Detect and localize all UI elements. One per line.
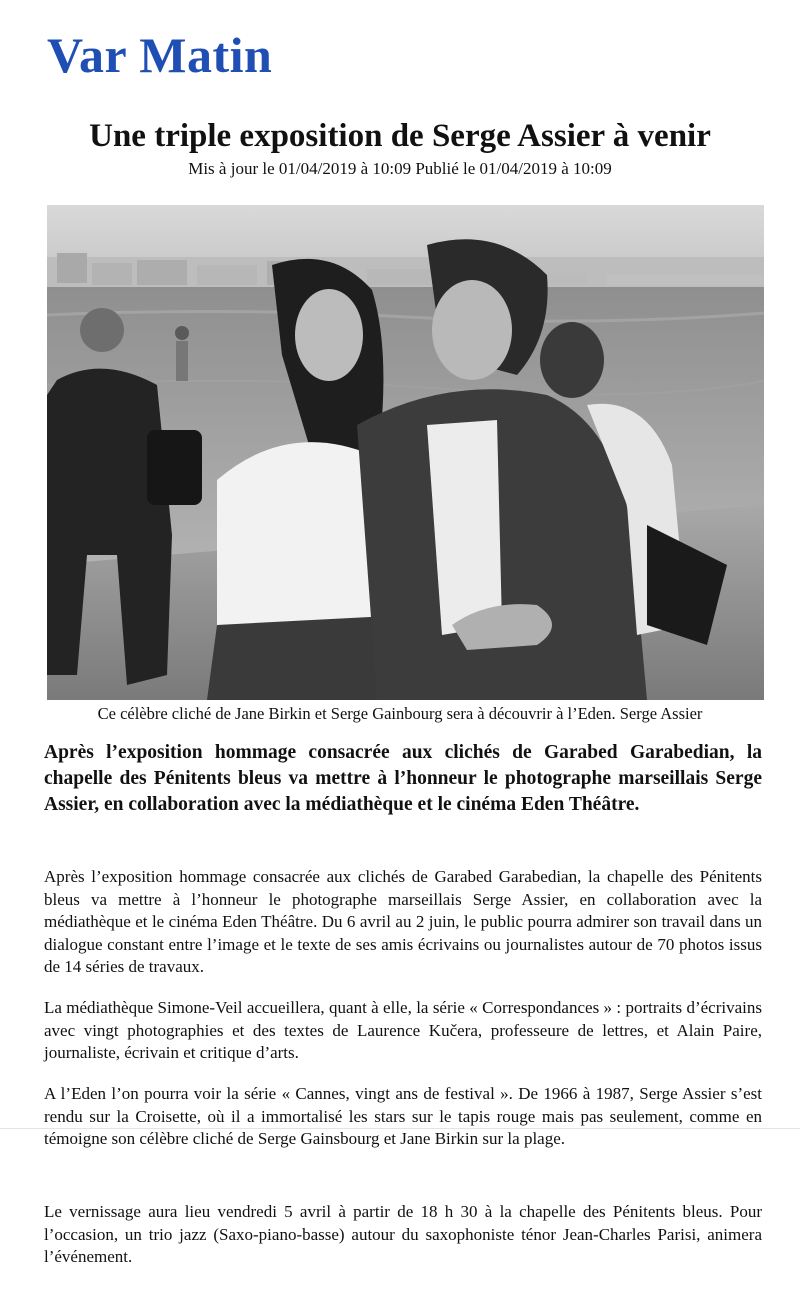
article-title: Une triple exposition de Serge Assier à venir [89,118,711,154]
scan-divider [0,1128,800,1129]
publication-dates: Mis à jour le 01/04/2019 à 10:09 Publié le 01/04/2019 à 10:09 [188,159,612,178]
article-paragraph: Après l’exposition hommage consacrée aux clichés de Garabed Garabedian, la chapelle des Pénitents bleus va mettre à l’honneur le photographe marseillais Serge Assier, en collaboration avec la médiathèque et le cinéma Eden Théâtre. Du 6 avril au 2 juin, le public pourra admirer son travail dans un dialogue constant entre l’image et le texte de ses amis écrivains ou journalistes autour de 70 photos issus de 14 séries de travaux. [44,867,762,977]
article-photo [47,205,764,700]
article-paragraph: A l’Eden l’on pourra voir la série « Cannes, vingt ans de festival ». De 1966 à 1987, Serge Assier s’est rendu sur la Croisette, où il a immortalisé les stars sur le tapis rouge mais pas seulement, comme en témoigne son célèbre cliché de Serge Gainsbourg et Jane Birkin sur la plage. [44,1084,762,1149]
article-paragraph: La médiathèque Simone-Veil accueillera, quant à elle, la série « Correspondances » : portraits d’écrivains avec vingt photographies et des textes de Laurence Kučera, professeure de lettres, et Alain Paire, journaliste, écrivain et critique d’arts. [44,998,762,1063]
photo-caption: Ce célèbre cliché de Jane Birkin et Serge Gainbourg sera à découvrir à l’Eden. Serge Assier [97,704,703,723]
masthead-logo: Var Matin [47,27,273,83]
article-lede: Après l’exposition hommage consacrée aux clichés de Garabed Garabedian, la chapelle des Pénitents bleus va mettre à l’honneur le photographe marseillais Serge Assier, en collaboration avec la médiathèque et le cinéma Eden Théâtre. [44,742,762,816]
article-paragraph: Le vernissage aura lieu vendredi 5 avril à partir de 18 h 30 à la chapelle des Pénitents bleus. Pour l’occasion, un trio jazz (Saxo-piano-basse) autour du saxophoniste ténor Jean-Charles Parisi, animera l’événement. [44,1202,762,1267]
